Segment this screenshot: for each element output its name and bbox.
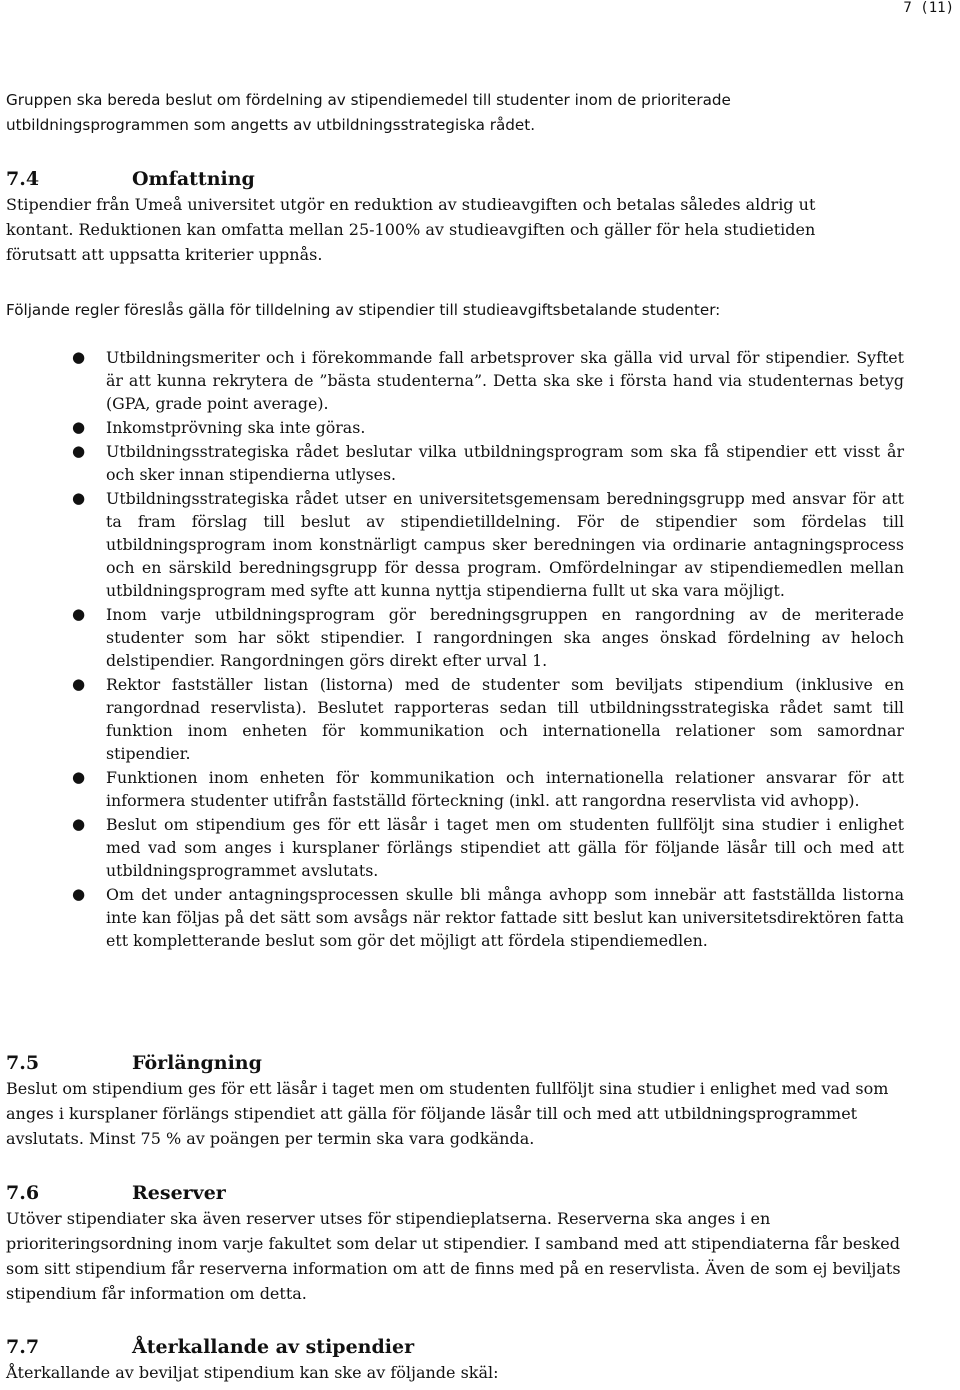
section-7-4 [6, 166, 906, 267]
section-7-6-text: Utöver stipendiater ska även reserver utses för stipendieplatserna. Reserverna ska anges i en prioriteringsordning inom varje fakultet som delar ut stipendier. I samband med att stipendiaterna får besked som sitt stipendium får reserverna information om att de finns med på en reservlista. Även de som ej beviljats stipendium får information om detta. [6, 1209, 901, 1303]
list-item: ● Utbildningsmeriter och i förekommande fall arbetsprover ska gälla vid urval för stipendier. Syftet är att kunna rekrytera de ”bästa studenterna”. Detta ska ske i första hand via studenternas betyg (GPA, grade point average). [72, 348, 904, 413]
bullet-icon: ● [72, 675, 86, 693]
section-7-6-heading [6, 1180, 906, 1206]
list-item: ● Inom varje utbildningsprogram gör beredningsgruppen en rangordning av de meriterade studenter som har sökt stipendier. I rangordningen ska anges önskad fördelning av heloch delstipendier. Rangordningen görs direkt efter urval 1. [72, 605, 904, 670]
section-number: 7.5 [6, 1052, 40, 1074]
section-7-5-heading [6, 1050, 906, 1076]
section-title: Förlängning [132, 1052, 262, 1074]
section-title: Återkallande av stipendier [132, 1336, 415, 1358]
section-7-7 [6, 1334, 906, 1385]
section-number: 7.6 [6, 1182, 40, 1204]
section-7-6 [6, 1180, 906, 1306]
bullet-icon: ● [72, 605, 86, 623]
section-7-5 [6, 1050, 906, 1151]
intro-paragraph [6, 88, 906, 138]
list-item: ● Utbildningsstrategiska rådet beslutar vilka utbildningsprogram som ska få stipendier ett visst år och sker innan stipendierna utlyses. [72, 442, 904, 484]
bullet-icon: ● [72, 442, 86, 460]
list-item: ● Utbildningsstrategiska rådet utser en universitetsgemensam beredningsgrupp med ansvar för att ta fram förslag till beslut av stipendietilldelning. För de stipendier som fördelas till utbildningsprogram inom konstnärligt campus sker beredningen via ordinarie antagningsprocess och en särskild beredningsgrupp för dessa program. Omfördelningar av stipendiemedlen mellan utbildningsprogram med syfte att kunna nyttja stipendierna fullt ut ska vara möjligt. [72, 489, 904, 600]
rules-intro-text: Följande regler föreslås gälla för tilldelning av stipendier till studieavgiftsbetalande studenter: [6, 301, 721, 319]
list-item: ● Funktionen inom enheten för kommunikation och internationella relationer ansvarar för att informera studenter utifrån fastställd förteckning (inkl. att rangordna reservlista vid avhopp). [72, 768, 904, 810]
intro-text: Gruppen ska bereda beslut om fördelning av stipendiemedel till studenter inom de prioriterade utbildningsprogrammen som angetts av utbildningsstrategiska rådet. [6, 91, 731, 134]
bullet-icon: ● [72, 815, 86, 833]
section-7-4-rules-intro [6, 298, 906, 323]
section-7-4-paragraph-1: Stipendier från Umeå universitet utgör en reduktion av studieavgiften och betalas således aldrig ut kontant. Reduktionen kan omfatta mellan 25-100% av studieavgiften och gäller för hela studietiden förutsatt att uppsatta kriterier uppnås. [6, 195, 816, 264]
list-item: ● Rektor fastställer listan (listorna) med de studenter som beviljats stipendium (inklusive en rangordnad reservlista). Beslutet rapporteras sedan till utbildningsstrategiska rådet samt till funktion inom enheten för kommunikation och internationella relationer som samordnar stipendier. [72, 675, 904, 763]
section-7-7-text: Återkallande av beviljat stipendium kan ske av följande skäl: [6, 1363, 499, 1382]
rules-bullet-list [0, 346, 960, 952]
section-7-5-text: Beslut om stipendium ges för ett läsår i taget men om studenten fullföljt sina studier i enlighet med vad som anges i kursplaner förlängs stipendiet att gälla för följande läsår till och med att utbildningsprogrammet avslutats. Minst 75 % av poängen per termin ska vara godkända. [6, 1079, 889, 1148]
bullet-icon: ● [72, 885, 86, 903]
list-item: ● Beslut om stipendium ges för ett läsår i taget men om studenten fullföljt sina studier i enlighet med vad som anges i kursplaner förlängs stipendiet att gälla för följande läsår till och med att utbildningsprogrammet avslutats. [72, 815, 904, 880]
section-number: 7.4 [6, 168, 40, 190]
bullet-icon: ● [72, 418, 86, 436]
section-title: Reserver [132, 1182, 226, 1204]
bullet-icon: ● [72, 348, 86, 366]
section-7-4-heading [6, 166, 906, 192]
list-item: ● Om det under antagningsprocessen skulle bli många avhopp som innebär att fastställda listorna inte kan följas på det sätt som avsågs när rektor fattade sitt beslut kan universitetsdirektören fatta ett kompletterande beslut som gör det möjligt att fördela stipendiemedlen. [72, 885, 904, 950]
bullet-icon: ● [72, 768, 86, 786]
section-number: 7.7 [6, 1336, 40, 1358]
section-7-7-heading [6, 1334, 906, 1360]
section-title: Omfattning [132, 168, 255, 190]
page-number: 7 (11) [903, 0, 954, 16]
bullet-icon: ● [72, 489, 86, 507]
list-item: ● Inkomstprövning ska inte göras. [72, 418, 366, 437]
